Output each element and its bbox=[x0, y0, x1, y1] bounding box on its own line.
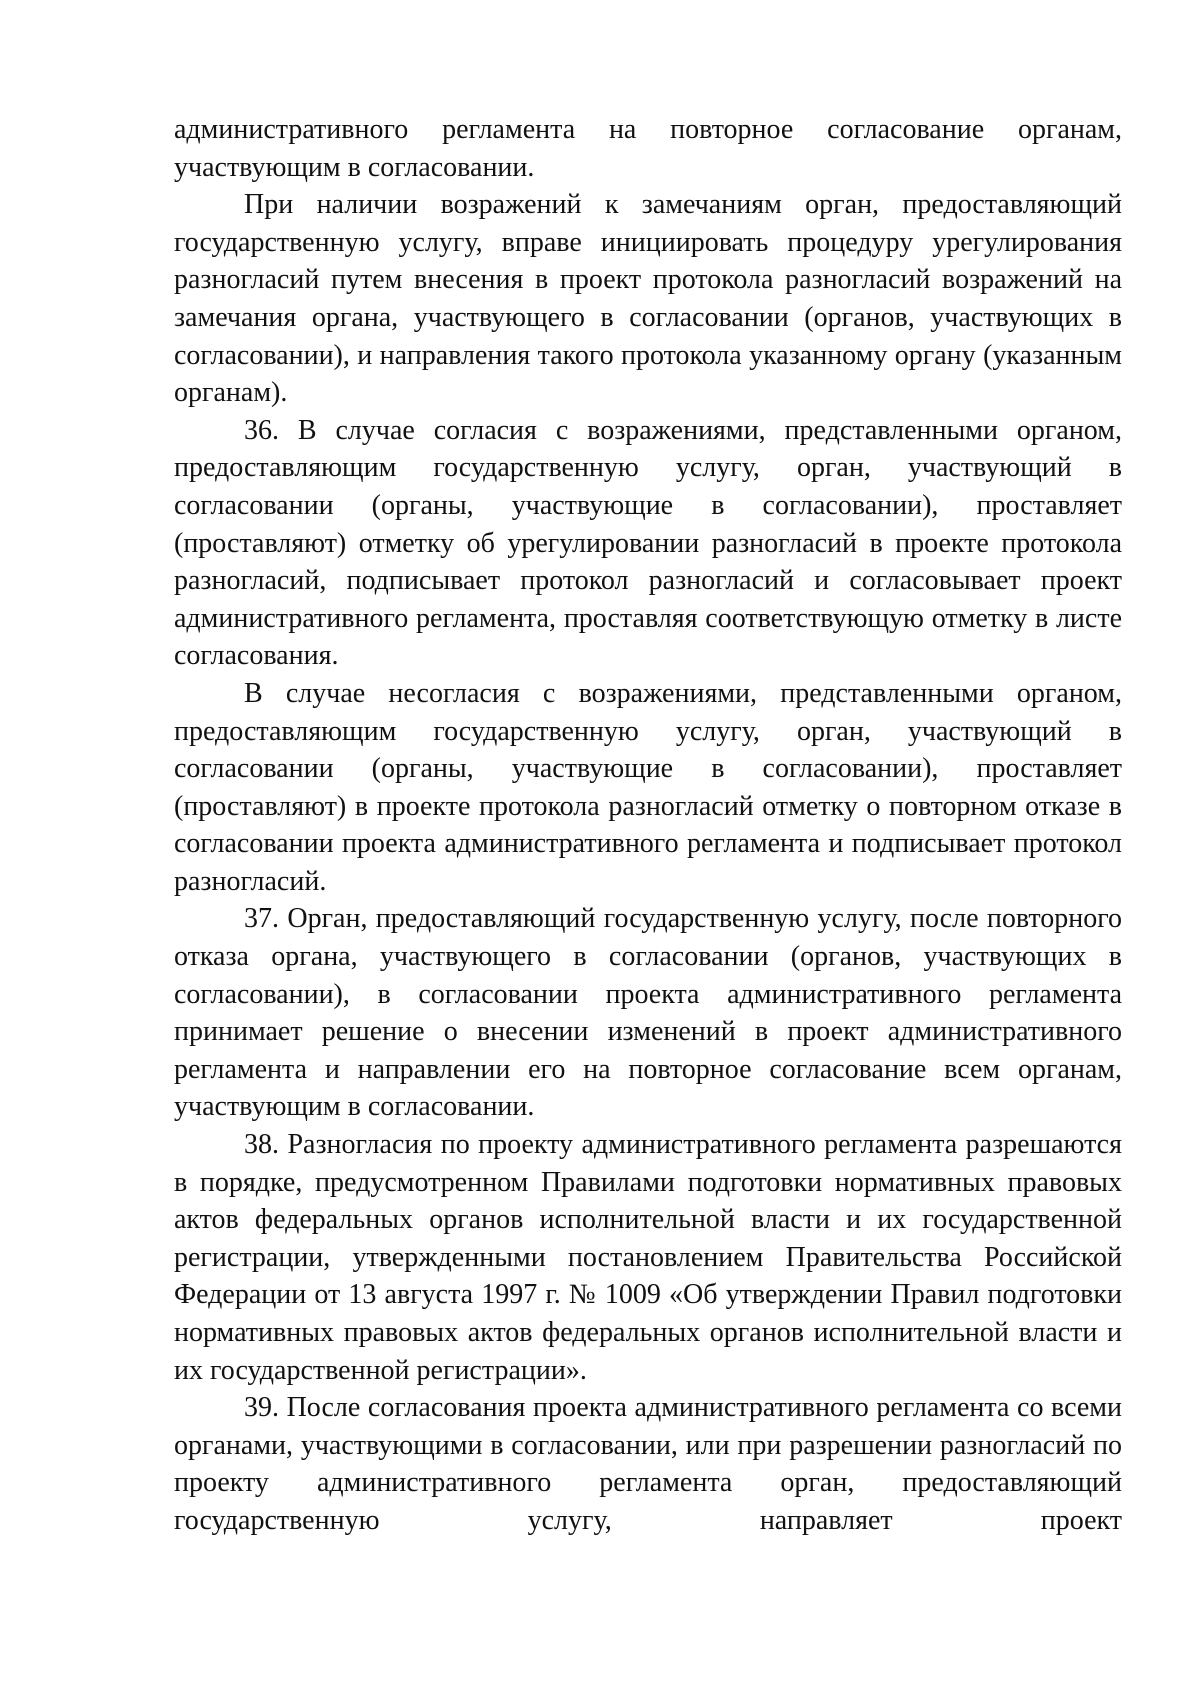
paragraph-39: 39. После согласования проекта административного регламента со всеми органами, участвующими в согласовании, или при разрешении разногласий по проекту административного регламента орган, предоставляющий государственную услугу, направляет проект bbox=[174, 1392, 1122, 1536]
paragraph-continuation: административного регламента на повторное согласование органам, участвующим в согласовании. bbox=[174, 114, 1122, 183]
paragraph-36: 36. В случае согласия с возражениями, представленными органом, предоставляющим государственную услугу, орган, участвующий в согласовании (органы, участвующие в согласовании), проставляет (проставляют) отметку об урегулировании разногласий в проекте протокола разногласий, подписывает протокол разногласий и согласовывает проект административного регламента, проставляя соответствующую отметку в листе согласования. bbox=[174, 414, 1122, 672]
document-body bbox=[174, 111, 1122, 1540]
paragraph-38: 38. Разногласия по проекту административного регламента разрешаются в порядке, предусмотренном Правилами подготовки нормативных правовых актов федеральных органов исполнительной власти и их государственной регистрации, утвержденными постановлением Правительства Российской Федерации от 13 августа 1997 г. № 1009 «Об утверждении Правил подготовки нормативных правовых актов федеральных органов исполнительной власти и их государственной регистрации». bbox=[174, 1129, 1122, 1386]
paragraph-disagreement: В случае несогласия с возражениями, представленными органом, предоставляющим государственную услугу, орган, участвующий в согласовании (органы, участвующие в согласовании), проставляет (проставляют) в проекте протокола разногласий отметку о повторном отказе в согласовании проекта административного регламента и подписывает протокол разногласий. bbox=[174, 677, 1122, 897]
paragraph-37: 37. Орган, предоставляющий государственную услугу, после повторного отказа органа, участвующего в согласовании (органов, участвующих в согласовании), в согласовании проекта административного регламента принимает решение о внесении изменений в проект административного регламента и направлении его на повторное согласование всем органам, участвующим в согласовании. bbox=[174, 903, 1122, 1123]
paragraph-objections: При наличии возражений к замечаниям орган, предоставляющий государственную услугу, вправе инициировать процедуру урегулирования разногласий путем внесения в проект протокола разногласий возражений на замечания органа, участвующего в согласовании (органов, участвующих в согласовании), и направления такого протокола указанному органу (указанным органам). bbox=[174, 189, 1122, 409]
